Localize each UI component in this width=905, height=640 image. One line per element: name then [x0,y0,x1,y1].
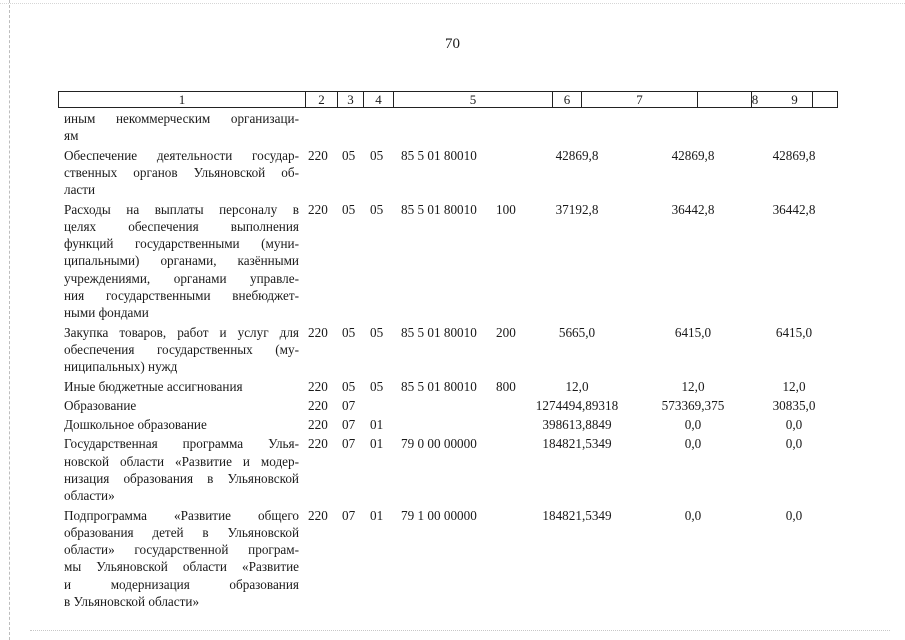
table-cell-subsection-code: 05 [370,378,384,394]
table-row-description [64,397,299,414]
table-header-col-3: 3 [337,92,363,107]
table-cell-admin-code: 220 [308,324,328,340]
description-line: учреждениями, органами управле- [64,270,299,286]
table-cell-amount-year-3: 0,0 [785,417,803,433]
table-header-col-2: 2 [305,92,337,107]
table-header-col-7: 7 [581,92,697,107]
table-cell-amount-year-3: 42869,8 [772,147,816,163]
table-cell-subsection-code: 05 [370,324,384,340]
description-line: иным некоммерческим организаци- [64,111,299,126]
table-header-col-6: 6 [552,92,581,107]
table-cell-amount-year-1: 184821,5349 [542,507,612,523]
table-cell-section-code: 07 [342,417,356,433]
page-number: 70 [445,36,460,52]
table-cell-amount-year-2: 0,0 [684,436,702,452]
table-cell-admin-code: 220 [308,417,328,433]
table-cell-expense-type: 800 [496,378,516,394]
description-line: ям [64,128,79,144]
table-row-description [64,110,299,145]
table-row-description [64,416,299,433]
table-cell-target-article: 85 5 01 80010 [401,378,477,394]
description-line: функций государственными (муни- [64,236,299,252]
description-line: Обеспечение деятельности государ- [64,147,299,163]
table-cell-section-code: 07 [342,397,356,413]
description-line: ственных органов Ульяновской об- [64,164,299,180]
description-line: ципальными) органами, казёнными [64,253,299,269]
table-cell-amount-year-1: 184821,5349 [542,436,612,452]
table-cell-amount-year-2: 573369,375 [661,397,725,413]
description-line: области» [64,488,115,504]
table-row-description [64,324,299,376]
scan-top-edge [0,3,905,5]
table-header-row [58,91,838,108]
table-cell-section-code: 05 [342,147,356,163]
description-line: Подпрограмма «Развитие общего [64,507,299,523]
table-cell-expense-type: 100 [496,201,516,217]
table-cell-amount-year-2: 42869,8 [671,147,715,163]
table-cell-subsection-code: 01 [370,507,384,523]
table-cell-section-code: 07 [342,507,356,523]
table-row-description [64,507,299,611]
table-cell-section-code: 07 [342,436,356,452]
description-line: образования детей в Ульяновской [64,524,299,540]
description-line: в Ульяновской области» [64,594,200,610]
description-line: целях обеспечения выполнения [64,218,299,234]
table-cell-amount-year-1: 37192,8 [555,201,599,217]
table-row-description [64,147,299,199]
table-cell-amount-year-3: 36442,8 [772,201,816,217]
table-cell-amount-year-3: 30835,0 [772,397,816,413]
description-line: и модернизация образования [64,576,299,592]
table-cell-admin-code: 220 [308,147,328,163]
scan-bottom-edge [30,630,890,632]
table-cell-amount-year-2: 6415,0 [674,324,712,340]
description-line: области» государственной програм- [64,542,299,558]
table-cell-amount-year-2: 0,0 [684,507,702,523]
table-header-col-9: 9 [751,92,837,107]
table-cell-amount-year-2: 36442,8 [671,201,715,217]
description-line: ния государственными внебюджет- [64,287,299,303]
table-cell-amount-year-1: 398613,8849 [542,417,612,433]
table-header-col-8: 8 [697,92,812,107]
table-cell-target-article: 85 5 01 80010 [401,201,477,217]
table-cell-amount-year-3: 6415,0 [775,324,813,340]
table-cell-section-code: 05 [342,324,356,340]
table-cell-subsection-code: 01 [370,436,384,452]
table-cell-admin-code: 220 [308,397,328,413]
table-cell-section-code: 05 [342,378,356,394]
scan-left-edge [9,0,11,640]
table-cell-target-article: 85 5 01 80010 [401,147,477,163]
table-cell-amount-year-3: 0,0 [785,436,803,452]
table-row-description [64,378,299,395]
table-cell-amount-year-2: 0,0 [684,417,702,433]
table-cell-amount-year-3: 0,0 [785,507,803,523]
description-line: ласти [64,182,96,198]
table-cell-admin-code: 220 [308,436,328,452]
description-line: низация образования в Ульяновской [64,470,299,486]
description-line: мы Ульяновской области «Развитие [64,559,299,575]
table-cell-target-article: 79 1 00 00000 [401,507,477,523]
description-line: Иные бюджетные ассигнования [64,378,243,394]
table-cell-subsection-code: 05 [370,201,384,217]
table-cell-target-article: 79 0 00 00000 [401,436,477,452]
description-line: ными фондами [64,305,149,321]
table-cell-admin-code: 220 [308,378,328,394]
table-row-description [64,201,299,322]
table-cell-amount-year-1: 42869,8 [555,147,599,163]
table-cell-amount-year-3: 12,0 [782,378,806,394]
description-line: Образование [64,397,137,413]
table-cell-subsection-code: 05 [370,147,384,163]
table-cell-expense-type: 200 [496,324,516,340]
table-row-description [64,435,299,504]
description-line: Государственная программа Улья- [64,436,299,452]
table-header-col-5: 5 [393,92,552,107]
table-cell-amount-year-1: 5665,0 [558,324,596,340]
description-line: обеспечения государственных (му- [64,341,299,357]
table-header-col-1: 1 [178,92,186,107]
description-line: Дошкольное образование [64,417,207,433]
table-cell-subsection-code: 01 [370,417,384,433]
table-cell-section-code: 05 [342,201,356,217]
table-cell-amount-year-2: 12,0 [681,378,705,394]
table-cell-admin-code: 220 [308,201,328,217]
table-cell-amount-year-1: 1274494,89318 [535,397,619,413]
description-line: новской области «Развитие и модер- [64,453,299,469]
description-line: Расходы на выплаты персоналу в [64,201,299,217]
description-line: ниципальных) нужд [64,359,178,375]
table-header-col-4: 4 [363,92,393,107]
table-cell-target-article: 85 5 01 80010 [401,324,477,340]
table-cell-amount-year-1: 12,0 [565,378,589,394]
description-line: Закупка товаров, работ и услуг для [64,324,299,340]
table-cell-admin-code: 220 [308,507,328,523]
